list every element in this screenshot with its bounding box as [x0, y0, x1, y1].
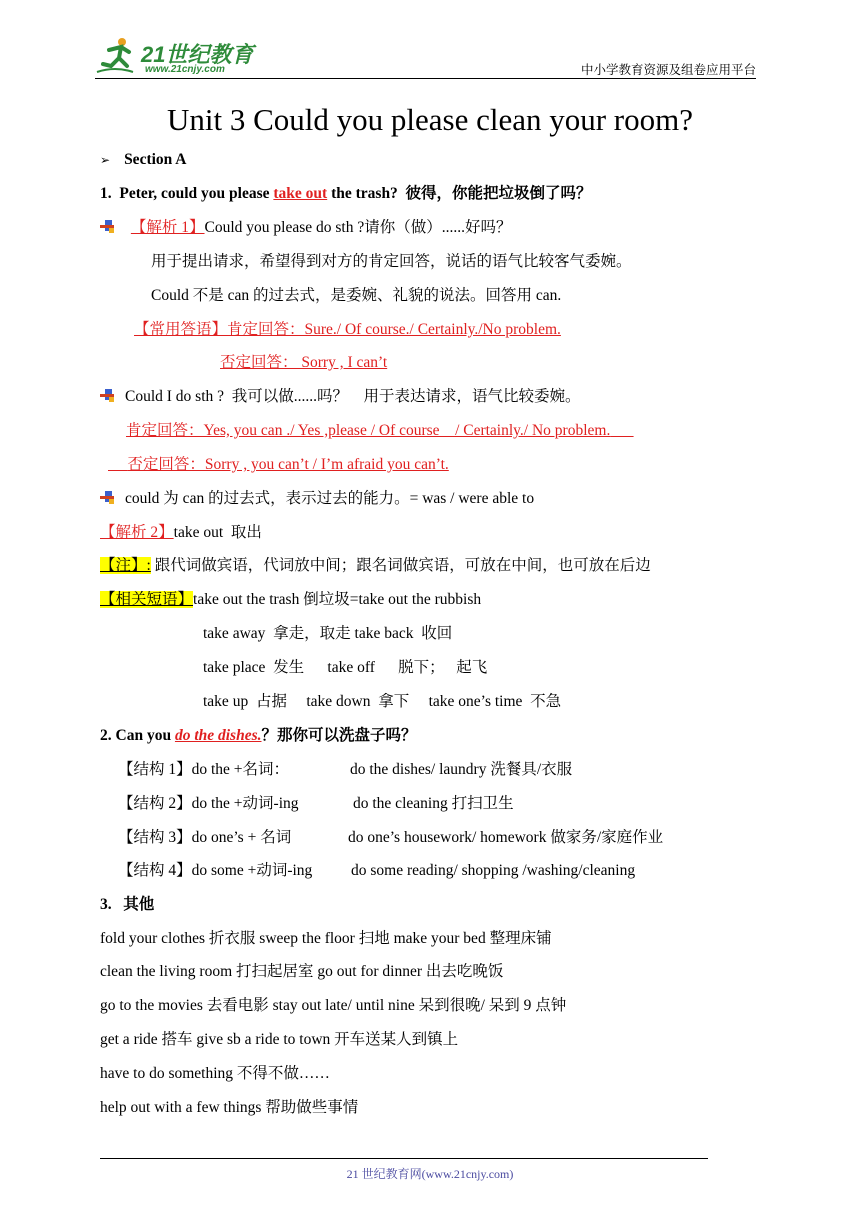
item-1: [100, 184, 592, 204]
analysis-1-could-note: Could 不是 can 的过去式，是委婉、礼貌的说法。回答用 can.: [151, 287, 562, 304]
phrase-line-3: take place 发生 take off 脱下； 起飞: [203, 659, 488, 676]
item-3: 3. 其他: [100, 896, 155, 913]
platform-name: 中小学教育资源及组卷应用平台: [580, 63, 756, 77]
structure-label: 【结构 2】do the +动词-ing: [118, 795, 299, 812]
note-text: 跟代词做宾语，代词放中间；跟名词做宾语，可放在中间，也可放在后边: [150, 557, 651, 574]
note-tag: 【注】:: [100, 557, 151, 574]
common-answers-negative: 否定回答： Sorry , I can’t: [220, 354, 388, 371]
other-phrase-3: go to the movies 去看电影 stay out late/ until nine 呆到很晚/ 呆到 9 点钟: [100, 997, 567, 1014]
could-i-positive: [126, 421, 634, 441]
other-phrase-4: get a ride 搭车 give sb a ride to town 开车送某人到镇上: [100, 1031, 459, 1048]
other-phrase-6: help out with a few things 帮助做些事情: [100, 1099, 359, 1116]
could-i-negative: [108, 455, 449, 475]
footer-rule: [100, 1158, 708, 1159]
item-2: [100, 726, 417, 746]
structure-2: [118, 794, 514, 814]
arrow-bullet-icon: ➢: [100, 153, 111, 167]
analysis-1: [100, 218, 511, 238]
structure-1: [118, 760, 572, 780]
analysis-2-text: take out 取出: [173, 524, 262, 541]
item-1-keyword: take out: [273, 185, 328, 202]
structure-label: 【结构 4】do some +动词-ing: [118, 862, 313, 879]
phrase-line-4: take up 占据 take down 拿下 take one’s time 不急: [203, 693, 562, 710]
other-phrase-1: fold your clothes 折衣服 sweep the floor 扫地 make your bed 整理床铺: [100, 930, 552, 947]
item-2-text-a: 2. Can you: [100, 727, 175, 744]
page-title: Unit 3 Could you please clean your room?: [166, 102, 694, 137]
could-past-text: could 为 can 的过去式，表示过去的能力。= was / were able to: [125, 490, 535, 507]
logo-main-text: 21世纪教育: [141, 42, 254, 67]
related-phrases-tag: 【相关短语】: [100, 591, 194, 608]
could-i-positive-text: 肯定回答：Yes, you can ./ Yes ,please / Of course / Certainly./ No problem.: [126, 422, 611, 439]
runner-logo-icon: [95, 36, 135, 76]
note: [100, 556, 651, 576]
section-label: Section A: [124, 151, 187, 168]
logo-url-text: www.21cnjy.com: [145, 64, 225, 75]
analysis-1-text: Could you please do sth ?请你（做）......好吗？: [204, 219, 512, 236]
item-2-text-c: ？那你可以洗盘子吗？: [261, 727, 417, 744]
other-phrase-2: clean the living room 打扫起居室 go out for dinner 出去吃晚饭: [100, 963, 504, 980]
analysis-2-tag: 【解析 2】: [100, 524, 174, 541]
analysis-2: [100, 523, 262, 543]
related-phrases: [100, 590, 481, 610]
header-rule: [95, 78, 756, 79]
section-heading: [100, 150, 187, 170]
could-i-request: [100, 387, 581, 407]
structure-4: [118, 861, 635, 881]
item-2-keyword: do the dishes.: [174, 727, 262, 744]
structure-example: do one’s housework/ homework 做家务/家庭作业: [348, 829, 664, 846]
structure-label: 【结构 1】do the +名词：: [118, 761, 290, 778]
analysis-1-usage: 用于提出请求，希望得到对方的肯定回答，说话的语气比较客气委婉。: [151, 253, 632, 270]
could-past-ability: [100, 489, 534, 509]
other-phrase-5: have to do something 不得不做……: [100, 1065, 330, 1082]
analysis-1-tag: 【解析 1】: [130, 219, 205, 236]
bookmark-bullet-icon: [100, 389, 115, 402]
structure-3: [118, 828, 663, 848]
structure-example: do the cleaning 打扫卫生: [353, 795, 514, 812]
item-1-text-c: the trash? 彼得，你能把垃圾倒了吗？: [327, 185, 592, 202]
could-i-negative-text: 否定回答：Sorry , you can’t / I’m afraid you can’t.: [127, 456, 449, 473]
phrase-line-2: take away 拿走，取走 take back 收回: [203, 625, 453, 642]
bookmark-bullet-icon: [100, 220, 115, 233]
could-i-text: Could I do sth ? 我可以做......吗？ 用于表达请求，语气比较委婉。: [125, 388, 581, 405]
structure-example: do the dishes/ laundry 洗餐具/衣服: [350, 761, 573, 778]
item-1-text-a: 1. Peter, could you please: [100, 185, 274, 202]
site-logo: [95, 36, 265, 80]
structure-label: 【结构 3】do one’s + 名词: [118, 829, 292, 846]
phrase-line-1: take out the trash 倒垃圾=take out the rubbish: [193, 591, 482, 608]
footer-text: 21 世纪教育网(www.21cnjy.com): [346, 1167, 514, 1181]
bookmark-bullet-icon: [100, 491, 115, 504]
structure-example: do some reading/ shopping /washing/cleaning: [351, 862, 636, 879]
common-answers-positive: 【常用答语】肯定回答：Sure./ Of course./ Certainly./No problem.: [134, 321, 561, 338]
